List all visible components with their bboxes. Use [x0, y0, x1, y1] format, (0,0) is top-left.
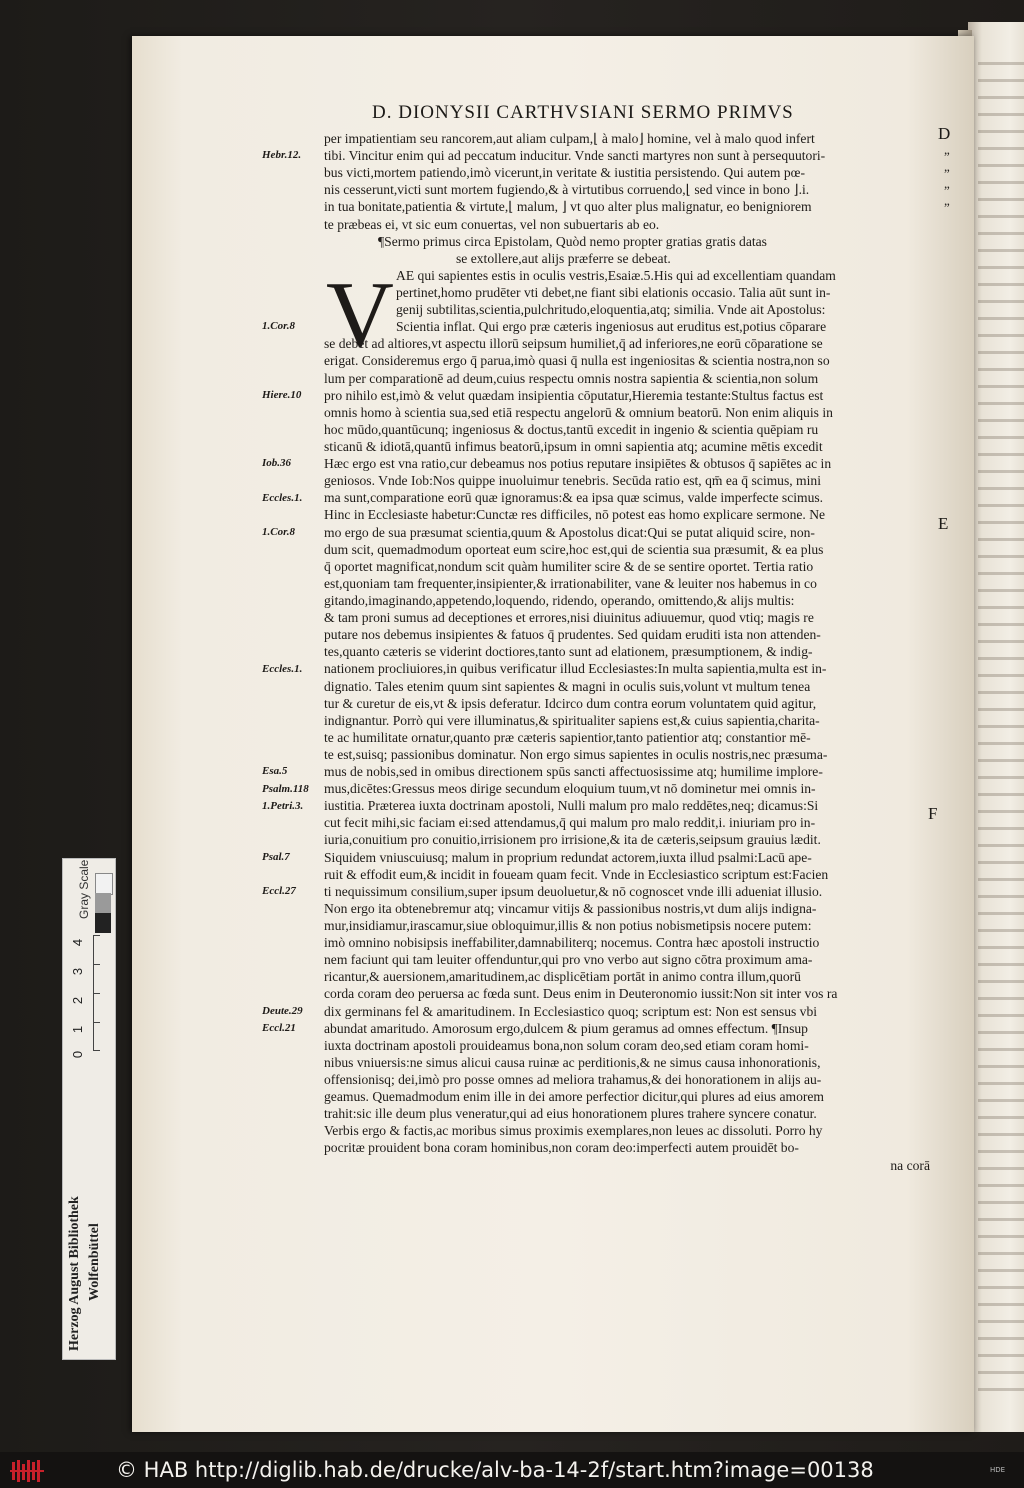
text-line: ¶Sermo primus circa Epistolam, Quòd nemo propter gratias gratis datas [378, 233, 767, 249]
facing-page-ghost-line [978, 1082, 1024, 1085]
margin-note: Deute.29 [262, 1005, 303, 1018]
text-line: indignantur. Porrò qui vere illuminatus,& spiritualiter sapiens est,& cuius sapientia,charita- [324, 712, 820, 728]
facing-page-ghost-line [978, 844, 1024, 847]
facing-page-ghost-line [978, 708, 1024, 711]
margin-note: Eccl.27 [262, 885, 296, 898]
text-line: q̄ oportet magnificat,nondum scit quàm humiliter scire & de se sentire oportet. Tertia ratio [324, 558, 814, 574]
text-line: trahit:sic ille deum plus veneratur,qui ad eius honorationem plures trahere syncere conatur. [324, 1106, 817, 1122]
text-line: tes,quanto cæteris se viderint doctiores,tanto sunt ad elationem, præsumptionem, & indig- [324, 644, 813, 660]
facing-page-ghost-line [978, 980, 1024, 983]
ruler-num: 0 [70, 1050, 86, 1059]
text-line: erigat. Consideremus ergo q̄ parua,imò quasi q̄ nulla est ingeniositas & scientia nostra,non so [324, 353, 830, 369]
text-line: ma sunt,comparatione eorū quæ ignoramus:& ea ipsa quæ scimus, valde imperfecte scimus. [324, 490, 824, 506]
text-line: tur & curetur de eis,vt & ipsis deferatur. Idcirco dum contra eorum voluntatem quid agitur, [324, 695, 817, 711]
quote-mark: ” [944, 200, 950, 216]
text-line: AE qui sapientes estis in oculis vestris,Esaiæ.5.His qui ad excellentiam quandam [396, 267, 836, 283]
swatch-gray [95, 893, 111, 913]
facing-page-ghost-line [978, 504, 1024, 507]
ruler-num: 3 [70, 967, 86, 976]
text-line: genij subtilitas,scientia,pulchritudo,eloquentia,atq; similia. Vnde ait Apostolus: [396, 302, 826, 318]
facing-page-ghost-line [978, 1201, 1024, 1204]
text-line: ricantur,& auersionem,amaritudinem,ac displicētiam portāt in animo contra illum,quorū [324, 969, 801, 985]
facing-page-ghost-line [978, 266, 1024, 269]
facing-page-ghost-line [978, 878, 1024, 881]
ruler-num: 2 [70, 996, 86, 1005]
margin-note: Esa.5 [262, 765, 288, 778]
text-line: se extollere,aut alijs præferre se debeat. [456, 250, 671, 266]
text-line: & tam proni sumus ad deceptiones et errores,nisi diuinitus adiuuemur, quod vtiq; magis re [324, 610, 814, 626]
section-letter-f: F [928, 804, 938, 823]
facing-page-ghost-line [978, 1303, 1024, 1306]
facing-page-ghost-line [978, 130, 1024, 133]
library-label [61, 1055, 117, 1355]
text-line: pocritæ prouident bona coram hominibus,non coram deo:imperfecti autem prouidēt bo- [324, 1140, 799, 1156]
text-line: geniosos. Vnde Iob:Nos quippe inuoluimur tenebris. Secūda ratio est, qm̄ ea q̄ scimus, mini [324, 473, 821, 489]
facing-page-ghost-line [978, 1184, 1024, 1187]
margin-note: 1.Petri.3. [262, 799, 304, 812]
facing-page-ghost-line [978, 368, 1024, 371]
color-scale-strip [62, 858, 116, 1360]
facing-page-ghost-line [978, 1014, 1024, 1017]
facing-page-ghost-line [978, 1218, 1024, 1221]
margin-note: Psalm.118 [262, 782, 309, 795]
text-line: nis cesserunt,victi sunt mortem fugiendo,& à virtutibus corruendo,⌊ sed vince in bono ⌋.i. [324, 182, 810, 198]
facing-page-ghost-line [978, 929, 1024, 932]
facing-page-ghost-line [978, 810, 1024, 813]
facing-page-ghost-line [978, 589, 1024, 592]
facing-page-ghost-line [978, 997, 1024, 1000]
text-line: nibus vniuersis:ne simus alicui causa ruinæ ac perditionis,& ne simus causa inhonorationis, [324, 1054, 821, 1070]
text-line: geamus. Quemadmodum enim ille in dei amore perfectior dicitur,qui plures ad eius amorem [324, 1089, 825, 1105]
facing-page-ghost-line [978, 606, 1024, 609]
facing-page-ghost-line [978, 334, 1024, 337]
text-line: na corā [890, 1157, 930, 1173]
text-line: offensionisq; dei,imò pro posse omnes ad meliora trahamus,& dei honorationem in alijs au- [324, 1072, 822, 1088]
text-line: ruit & effodit eum,& incidit in foueam quam fecit. Vnde in Ecclesiastico scriptum est:Facien [324, 866, 829, 882]
margin-note: Eccles.1. [262, 491, 303, 504]
facing-page-ghost-line [978, 1099, 1024, 1102]
text-line: pro nihilo est,imò & velut quædam insipientia cōputatur,Hieremia testante:Stultus factus est [324, 387, 824, 403]
facing-page-ghost-line [978, 572, 1024, 575]
facing-page-ghost-line [978, 742, 1024, 745]
facing-page-ghost-line [978, 385, 1024, 388]
section-letter-e: E [938, 514, 949, 533]
margin-note: 1.Cor.8 [262, 525, 296, 538]
facing-page-ghost-line [978, 1269, 1024, 1272]
text-line: cut fecit mihi,sic faciam ei:sed attendamus,q̄ qui malum pro malo reddit,i. iniuriam pro in- [324, 815, 816, 831]
text-line: dum scit, quemadmodum oporteat eum scire,hoc est,qui de scientia sua præsumit, & ea plus [324, 541, 824, 557]
margin-note: Psal.7 [262, 851, 290, 864]
facing-page-ghost-line [978, 402, 1024, 405]
facing-page-ghost-line [978, 946, 1024, 949]
facing-page-ghost-line [978, 1354, 1024, 1357]
facing-page-ghost-line [978, 521, 1024, 524]
text-line: ti nequissimum consilium,super ipsum deuoluetur,& nō cognoscet vnde illi adueniat illusio. [324, 883, 823, 899]
running-head: D. DIONYSII CARTHVSIANI SERMO PRIMVS [372, 102, 794, 123]
ruler-num: 1 [70, 1025, 86, 1034]
text-line: in tua bonitate,patientia & virtute,⌊ malum, ⌋ vt quo alter plus malignatur, eo benigniorem [324, 199, 812, 215]
quote-mark: ” [944, 149, 950, 165]
facing-page-ghost-line [978, 657, 1024, 660]
facing-page-ghost-line [978, 147, 1024, 150]
text-line: Hinc in Ecclesiaste habetur:Cunctæ res difficiles, nō potest eas homo explicare sermone. Ne [324, 507, 826, 523]
facing-page-ghost-line [978, 623, 1024, 626]
facing-page-ghost-line [978, 776, 1024, 779]
facing-page-ghost-line [978, 861, 1024, 864]
facing-page-ghost-line [978, 1388, 1024, 1391]
quote-mark: ” [944, 166, 950, 182]
margin-note: Iob.36 [262, 457, 292, 470]
facing-page-ghost-line [978, 827, 1024, 830]
text-line: tibi. Vincitur enim qui ad peccatum inducitur. Vnde sancti martyres non sunt à persequutori- [324, 148, 826, 164]
text-line: sticanū & idiotā,quantū infimus beatorū,ipsum in omni sapientia atq; acumine mētis excedit [324, 438, 823, 454]
facing-page-edge [968, 22, 1024, 1432]
text-line: Siquidem vniuscuiusq; malum in proprium redundat actorem,iuxta illud psalmi:Lacū ape- [324, 849, 812, 865]
text-line: Scientia inflat. Qui ergo præ cæteris ingeniosus aut eruditus est,potius cōparare [396, 319, 827, 335]
facing-page-ghost-line [978, 1150, 1024, 1153]
facing-page-ghost-line [978, 793, 1024, 796]
text-line: imò omnino nobisipsis ineffabiliter,damnabiliterq; nocemus. Contra hæc apostoli instructio [324, 935, 820, 951]
text-line: mus,dicētes:Gressus meos dirige secundum eloquium tuum,vt nō dominetur mei omnis in- [324, 781, 816, 797]
text-line: se debet ad altiores,vt aspectu illorū seipsum humiliet,q̄ ad inferiores,ne eorū cōparatione se [324, 336, 823, 352]
facing-page-ghost-line [978, 691, 1024, 694]
margin-note: Hiere.10 [262, 388, 302, 401]
text-line: Verbis ergo & factis,ac moribus simus proximis exemplares,non leues ac dissoluti. Porro hy [324, 1123, 823, 1139]
facing-page-ghost-line [978, 300, 1024, 303]
facing-page-ghost-line [978, 283, 1024, 286]
facing-page-ghost-line [978, 470, 1024, 473]
swatch-black [95, 913, 111, 933]
facing-page-ghost-line [978, 181, 1024, 184]
text-line: nationem procliuiores,in quibus verificatur illud Ecclesiastes:In multa sapientia,multa est in- [324, 661, 827, 677]
text-line: mo ergo de sua præsumat scientia,quum & Apostolus dicat:Qui se putat aliquid scire, non- [324, 524, 815, 540]
facing-page-ghost-line [978, 317, 1024, 320]
margin-note: Hebr.12. [262, 149, 302, 162]
text-line: dignatio. Tales etenim quum sint sapientes & magni in oculis suis,volunt vt multum tenea [324, 678, 811, 694]
text-line: dix germinans fel & amaritudinem. In Ecclesiastico quoq; scriptum est: Non est sensus vbi [324, 1003, 818, 1019]
facing-page-ghost-line [978, 555, 1024, 558]
facing-page-ghost-line [978, 640, 1024, 643]
text-line: abundat amaritudo. Amorosum ergo,dulcem & pium geramus ad omnes effectum. ¶Insup [324, 1020, 808, 1036]
facing-page-ghost-line [978, 351, 1024, 354]
section-letter-d: D [938, 124, 951, 143]
text-line: iuria,conuitium pro conuitio,irrisionem pro irrisione,& ita de cæteris,seipsum grauius lædit. [324, 832, 821, 848]
text-line: putare nos debemus insipientes & fatuos q̄ prudentes. Sed quidam eruditi ista non attenden- [324, 627, 821, 643]
text-line: te præbeas ei, vt sic eum conuertas, vel non subuertaris ab eo. [324, 216, 660, 232]
text-line: Non ergo ita obtenebremur atq; vincamur vitijs & passionibus nostris,vt dum alijs indigna- [324, 900, 817, 916]
body-text [324, 130, 936, 1174]
library-name: Herzog August Bibliothek [67, 1196, 82, 1351]
library-city: Wolfenbüttel [87, 1223, 102, 1301]
footer-mark: HDE [990, 1466, 1006, 1474]
footer-bar [0, 1452, 1024, 1488]
facing-page-ghost-line [978, 759, 1024, 762]
hab-logo-icon [10, 1458, 46, 1484]
drop-cap: V [326, 263, 394, 367]
facing-page-ghost-line [978, 1235, 1024, 1238]
text-line: lum per comparationē ad deum,cuius respectu omnis nostra sapientia & scientia,non solum [324, 370, 819, 386]
facing-page-ghost-line [978, 1133, 1024, 1136]
text-line: te ac humilitate ornatur,quanto præ cæteris sapientior,tanto patientior atq; constantior mē- [324, 729, 811, 745]
facing-page-ghost-line [978, 419, 1024, 422]
facing-page-ghost-line [978, 1065, 1024, 1068]
text-line: iustitia. Præterea iuxta doctrinam apostoli, Nulli malum pro malo reddētes,neq; dicamus:Si [324, 798, 819, 814]
facing-page-ghost-line [978, 79, 1024, 82]
margin-note: 1.Cor.8 [262, 320, 296, 333]
text-line: est,quoniam tam frequenter,insipienter,& irrationabiliter, vane & leuiter nos habemus in co [324, 575, 817, 591]
facing-page-ghost-line [978, 96, 1024, 99]
facing-page-ghost-line [978, 895, 1024, 898]
facing-page-ghost-line [978, 674, 1024, 677]
facing-page-ghost-line [978, 538, 1024, 541]
facing-page-ghost-line [978, 249, 1024, 252]
facing-page-ghost-line [978, 198, 1024, 201]
facing-page-ghost-line [978, 487, 1024, 490]
quote-mark: ” [944, 183, 950, 199]
facing-page-ghost-line [978, 1286, 1024, 1289]
text-line: Hæc ergo est vna ratio,cur debeamus nos potius reputare insipiētes & obtusos q̄ sapiētes ac in [324, 456, 832, 472]
facing-page-ghost-line [978, 1371, 1024, 1374]
facing-page-ghost-line [978, 232, 1024, 235]
swatch-white [95, 873, 113, 895]
facing-page-ghost-line [978, 725, 1024, 728]
text-line: bus victi,mortem patiendo,imò vicerunt,in veritate & iustitia persistendo. Qui autem pœ- [324, 165, 805, 181]
facing-page-ghost-line [978, 436, 1024, 439]
facing-page-ghost-line [978, 963, 1024, 966]
text-line: omnis homo à scientia sua,sed etiā respectu angelorū & omnium beatorū. Non enim aliquis in [324, 404, 833, 420]
facing-page-ghost-line [978, 1048, 1024, 1051]
text-line: iuxta doctrinam apostoli prouideamus bona,non solum coram deo,sed etiam coram homi- [324, 1037, 809, 1053]
facing-page-ghost-line [978, 1320, 1024, 1323]
margin-note: Eccles.1. [262, 662, 303, 675]
facing-page-ghost-line [978, 1167, 1024, 1170]
ruler-num: 4 [70, 938, 86, 947]
facing-page-ghost-line [978, 1337, 1024, 1340]
margin-note: Eccl.21 [262, 1022, 296, 1035]
facing-page-ghost-line [978, 453, 1024, 456]
facing-page-ghost-line [978, 1031, 1024, 1034]
text-line: te est,suisq; passionibus dominatur. Non ergo simus sapientes in oculis nostris,nec præsuma- [324, 746, 828, 762]
facing-page-ghost-line [978, 164, 1024, 167]
facing-page-ghost-line [978, 215, 1024, 218]
facing-page-ghost-line [978, 113, 1024, 116]
cm-ruler [70, 935, 114, 1059]
facing-page-ghost-line [978, 1252, 1024, 1255]
text-line: corda coram deo peruersa ac fœda sunt. Deus enim in Deuteronomio iussit:Non sit inter vos ra [324, 986, 838, 1002]
gray-scale-label: Gray Scale [77, 859, 91, 919]
facing-page-ghost-line [978, 62, 1024, 65]
footer-url[interactable]: © HAB http://diglib.hab.de/drucke/alv-ba-14-2f/start.htm?image=00138 [116, 1458, 874, 1482]
text-line: nem faciunt qui tam leuiter offenduntur,qui pro vno verbo aut signo cōtra proximum ama- [324, 952, 813, 968]
facing-page-ghost-line [978, 1116, 1024, 1119]
text-line: mus de nobis,sed in omibus directionem spūs sancti affectuosissime atq; humilime implore- [324, 764, 823, 780]
text-line: mur,insidiamur,irascamur,siue obloquimur,illis & non potius nobismetipsis nocere putem: [324, 918, 812, 934]
text-line: gitando,imaginando,appetendo,loquendo, ridendo, operando, omittendo,& alijs multis: [324, 592, 795, 608]
text-line: per impatientiam seu rancorem,aut aliam culpam,⌊ à malo⌋ homine, vel à malo quod infert [324, 131, 815, 146]
text-line: pertinet,homo prudēter vti debet,ne fiant sibi elationis occasio. Talia aūt sunt in- [396, 284, 831, 300]
text-line: hoc mūdo,quantūcunq; ingeniosus & doctus,tantū excedit in ingenio & scientia quēpiam ru [324, 421, 819, 437]
facing-page-ghost-line [978, 912, 1024, 915]
